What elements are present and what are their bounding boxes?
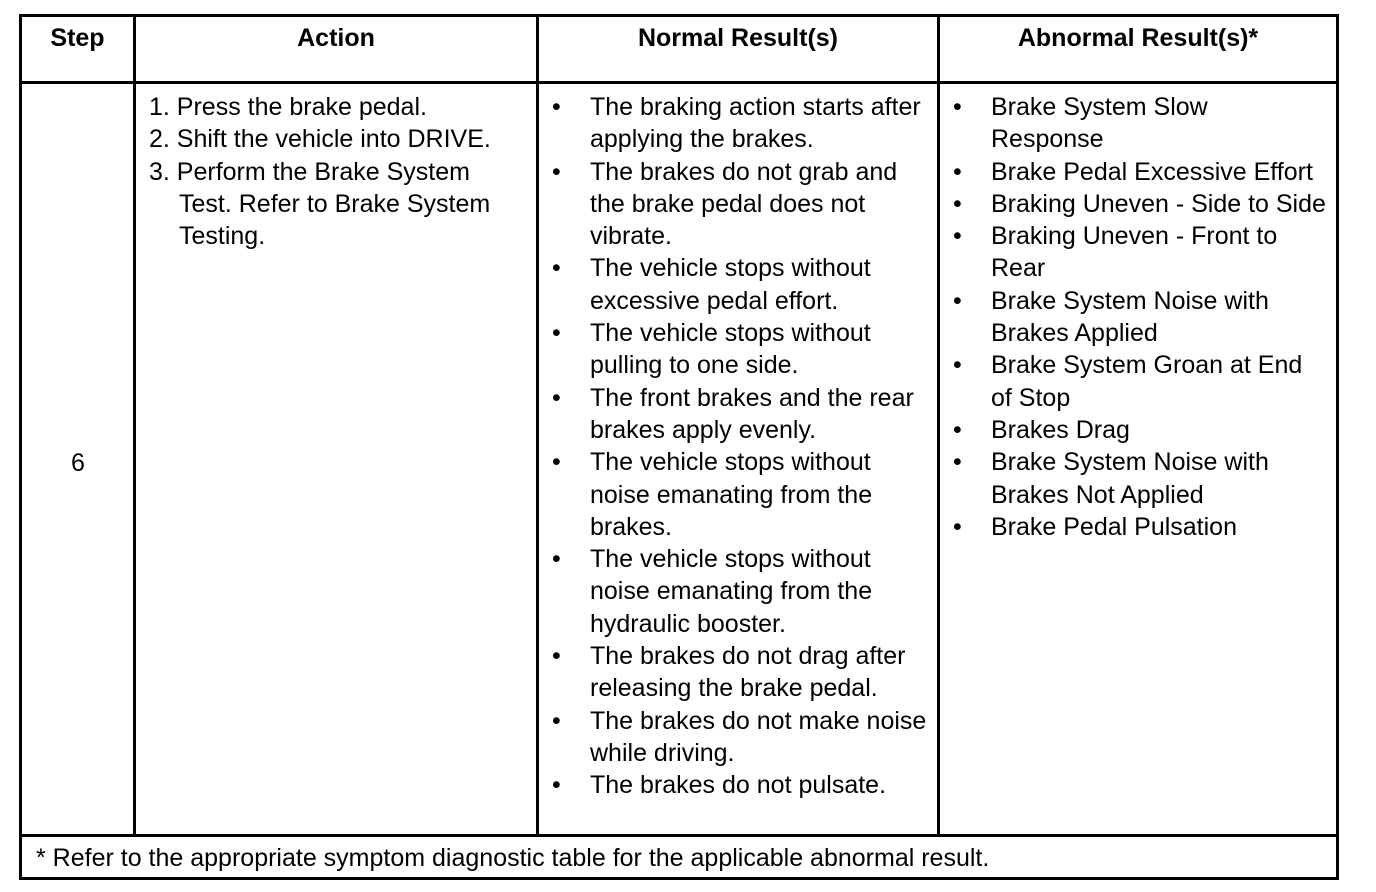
- normal-result-item: [546, 382, 934, 447]
- column-divider-2: [536, 17, 539, 837]
- bullet-icon: •: [953, 286, 962, 315]
- normal-result-item: [546, 543, 934, 640]
- action-list: [149, 91, 529, 252]
- header-action: Action: [297, 24, 375, 52]
- header-abnormal-results: Abnormal Result(s)*: [1017, 24, 1259, 52]
- abnormal-result-item: [947, 349, 1327, 414]
- bullet-icon: •: [552, 254, 561, 283]
- normal-result-item-text: The brakes do not drag after releasing the brake pedal.: [590, 642, 906, 703]
- abnormal-result-item-text: Braking Uneven - Side to Side: [991, 189, 1326, 218]
- action-item: 3. Perform the Brake System Test. Refer to Brake System Testing.: [149, 157, 491, 251]
- normal-result-item-text: The braking action starts after applying the brakes.: [590, 93, 921, 154]
- bullet-icon: •: [953, 157, 962, 186]
- bullet-icon: •: [552, 93, 561, 121]
- bullet-icon: •: [552, 383, 561, 412]
- abnormal-result-item: [947, 156, 1327, 188]
- abnormal-result-item: [947, 414, 1327, 446]
- header-divider: [22, 81, 1336, 84]
- bullet-icon: •: [552, 448, 561, 477]
- header-step: Step: [50, 24, 105, 52]
- normal-result-item-text: The brakes do not pulsate.: [590, 771, 887, 800]
- abnormal-result-item: [947, 188, 1327, 220]
- abnormal-result-item: [947, 511, 1327, 543]
- normal-result-item-text: The front brakes and the rear brakes apply evenly.: [590, 383, 914, 444]
- abnormal-result-item-text: Brake Pedal Pulsation: [991, 512, 1237, 541]
- abnormal-result-item: [947, 91, 1327, 156]
- bullet-icon: •: [552, 545, 561, 574]
- normal-result-item: [546, 640, 934, 705]
- abnormal-result-item-text: Brake System Slow Response: [991, 93, 1208, 154]
- normal-result-item-text: The vehicle stops without noise emanating from the brakes.: [590, 448, 873, 541]
- bullet-icon: •: [953, 351, 962, 380]
- normal-result-item-text: The brakes do not grab and the brake pedal does not vibrate.: [590, 157, 898, 251]
- action-item: 2. Shift the vehicle into DRIVE.: [149, 125, 491, 154]
- bullet-icon: •: [953, 189, 962, 218]
- normal-result-item: [546, 317, 934, 382]
- normal-result-item: [546, 156, 934, 253]
- abnormal-result-item-text: Brake System Noise with Brakes Applied: [991, 286, 1269, 348]
- normal-result-item: [546, 446, 934, 543]
- bullet-icon: •: [552, 771, 561, 800]
- column-divider-3: [937, 17, 940, 837]
- normal-result-item: [546, 769, 934, 801]
- normal-result-item: [546, 705, 934, 770]
- abnormal-result-item-text: Brake System Groan at End of Stop: [991, 351, 1303, 412]
- column-divider-1: [133, 17, 136, 837]
- normal-result-item-text: The vehicle stops without noise emanating from the hydraulic booster.: [590, 545, 873, 638]
- footer-divider: [22, 834, 1336, 837]
- bullet-icon: •: [953, 93, 962, 121]
- abnormal-result-item: [947, 220, 1327, 285]
- action-item: 1. Press the brake pedal.: [149, 93, 427, 121]
- footnote: * Refer to the appropriate symptom diagnostic table for the applicable abnormal result.: [36, 844, 990, 872]
- bullet-icon: •: [552, 157, 561, 186]
- bullet-icon: •: [953, 222, 962, 251]
- diagnostic-table: [19, 14, 1339, 880]
- normal-result-item: [546, 252, 934, 317]
- step-number: 6: [71, 449, 85, 477]
- bullet-icon: •: [953, 512, 962, 541]
- bullet-icon: •: [552, 319, 561, 348]
- header-normal-results: Normal Result(s): [637, 24, 839, 52]
- bullet-icon: •: [552, 706, 561, 735]
- bullet-icon: •: [552, 642, 561, 671]
- abnormal-result-item-text: Brake Pedal Excessive Effort: [991, 157, 1313, 186]
- abnormal-result-item: [947, 285, 1327, 350]
- abnormal-result-item-text: Brakes Drag: [991, 415, 1130, 444]
- abnormal-result-item-text: Brake System Noise with Brakes Not Applied: [991, 448, 1269, 509]
- abnormal-result-item: [947, 446, 1327, 511]
- bullet-icon: •: [953, 415, 962, 444]
- normal-result-item-text: The vehicle stops without excessive pedal effort.: [590, 254, 871, 315]
- abnormal-results-list: [947, 91, 1327, 543]
- normal-result-item-text: The brakes do not make noise while driving.: [590, 706, 927, 767]
- normal-result-item: [546, 91, 934, 156]
- abnormal-result-item-text: Braking Uneven - Front to Rear: [991, 222, 1278, 283]
- bullet-icon: •: [953, 448, 962, 477]
- normal-result-item-text: The vehicle stops without pulling to one side.: [590, 319, 871, 380]
- normal-results-list: [546, 91, 934, 802]
